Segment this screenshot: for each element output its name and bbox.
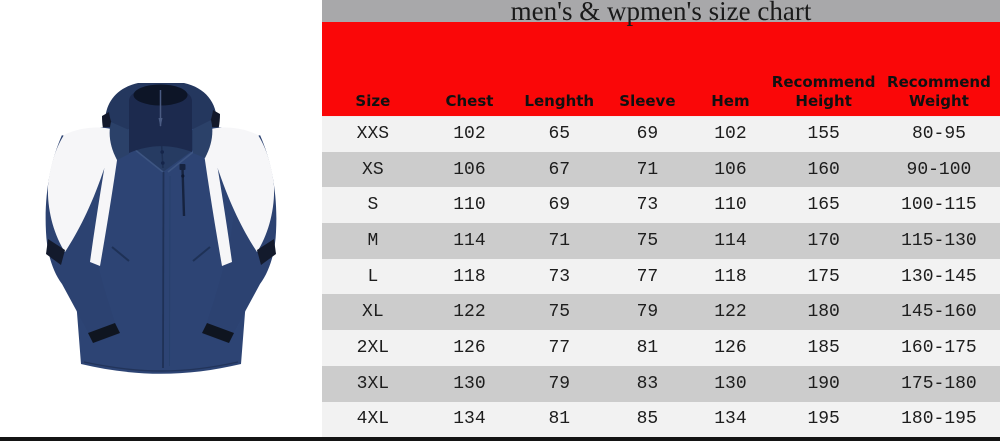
size-row-s xyxy=(322,187,1000,223)
size-label: 2XL xyxy=(356,337,390,358)
cell-lenghth: 67 xyxy=(548,159,571,180)
cell-hem: 118 xyxy=(714,266,747,287)
cell-lenghth: 81 xyxy=(548,409,571,430)
cell-chest: 102 xyxy=(453,124,486,145)
cell-sleeve: 71 xyxy=(636,159,659,180)
cell-hem: 126 xyxy=(714,337,747,358)
column-header-recommend-weight: Recommend Weight xyxy=(878,22,1000,116)
cell-sleeve: 85 xyxy=(636,409,659,430)
cell-recommend-height: 160 xyxy=(807,159,840,180)
cell-chest: 106 xyxy=(453,159,486,180)
column-header-chest: Chest xyxy=(424,22,516,116)
cell-recommend-weight: 90-100 xyxy=(906,159,972,180)
column-header-hem: Hem xyxy=(691,22,769,116)
cell-sleeve: 73 xyxy=(636,195,659,216)
page-title: men's & wpmen's size chart xyxy=(510,0,812,26)
size-label: 3XL xyxy=(356,373,390,394)
cell-hem: 122 xyxy=(714,302,747,323)
size-row-l xyxy=(322,259,1000,295)
cell-recommend-weight: 115-130 xyxy=(901,230,977,251)
cell-sleeve: 79 xyxy=(636,302,659,323)
title-bar xyxy=(322,0,1000,26)
cell-recommend-weight: 130-145 xyxy=(901,266,977,287)
size-row-m xyxy=(322,223,1000,259)
size-label: S xyxy=(367,195,379,216)
cell-lenghth: 77 xyxy=(548,337,571,358)
cell-sleeve: 77 xyxy=(636,266,659,287)
cell-hem: 134 xyxy=(714,409,747,430)
size-table-header-row xyxy=(322,22,1000,116)
cell-hem: 110 xyxy=(714,195,747,216)
size-label: XXS xyxy=(356,124,390,145)
cell-lenghth: 65 xyxy=(548,124,571,145)
cell-sleeve: 83 xyxy=(636,373,659,394)
column-header-recommend-height: Recommend Height xyxy=(769,22,877,116)
column-header-size: Size xyxy=(322,22,424,116)
size-label: M xyxy=(367,230,379,251)
cell-hem: 114 xyxy=(714,230,747,251)
column-header-sleeve: Sleeve xyxy=(603,22,691,116)
cell-recommend-weight: 80-95 xyxy=(911,124,966,145)
cell-recommend-height: 170 xyxy=(807,230,840,251)
size-row-xl xyxy=(322,294,1000,330)
cell-sleeve: 75 xyxy=(636,230,659,251)
cell-recommend-height: 155 xyxy=(807,124,840,145)
cell-recommend-height: 195 xyxy=(807,409,840,430)
cell-lenghth: 73 xyxy=(548,266,571,287)
size-row-4xl xyxy=(322,402,1000,438)
cell-hem: 102 xyxy=(714,124,747,145)
size-row-xs xyxy=(322,152,1000,188)
size-table xyxy=(322,22,1000,437)
bottom-divider xyxy=(0,437,1000,441)
cell-sleeve: 81 xyxy=(636,337,659,358)
cell-hem: 106 xyxy=(714,159,747,180)
cell-recommend-weight: 180-195 xyxy=(901,409,977,430)
size-label: 4XL xyxy=(356,409,390,430)
cell-lenghth: 75 xyxy=(548,302,571,323)
size-row-xxs xyxy=(322,116,1000,152)
cell-chest: 114 xyxy=(453,230,486,251)
size-label: XL xyxy=(362,302,384,323)
size-label: XS xyxy=(362,159,384,180)
product-image-pane xyxy=(0,0,322,446)
size-chart-pane xyxy=(322,0,1000,446)
column-header-lenghth: Lenghth xyxy=(515,22,603,116)
cell-lenghth: 71 xyxy=(548,230,571,251)
cell-hem: 130 xyxy=(714,373,747,394)
size-label: L xyxy=(367,266,379,287)
cell-recommend-height: 175 xyxy=(807,266,840,287)
cell-recommend-height: 190 xyxy=(807,373,840,394)
cell-recommend-height: 180 xyxy=(807,302,840,323)
cell-lenghth: 79 xyxy=(548,373,571,394)
cell-recommend-height: 165 xyxy=(807,195,840,216)
cell-recommend-weight: 100-115 xyxy=(901,195,977,216)
cell-chest: 130 xyxy=(453,373,486,394)
cell-recommend-weight: 160-175 xyxy=(901,337,977,358)
cell-chest: 110 xyxy=(453,195,486,216)
jacket-product-image xyxy=(0,0,322,446)
cell-lenghth: 69 xyxy=(548,195,571,216)
cell-chest: 122 xyxy=(453,302,486,323)
cell-chest: 126 xyxy=(453,337,486,358)
cell-recommend-weight: 145-160 xyxy=(901,302,977,323)
cell-recommend-height: 185 xyxy=(807,337,840,358)
cell-chest: 118 xyxy=(453,266,486,287)
cell-recommend-weight: 175-180 xyxy=(901,373,977,394)
cell-sleeve: 69 xyxy=(636,124,659,145)
size-row-3xl xyxy=(322,366,1000,402)
size-table-body xyxy=(322,116,1000,437)
cell-chest: 134 xyxy=(453,409,486,430)
size-row-2xl xyxy=(322,330,1000,366)
